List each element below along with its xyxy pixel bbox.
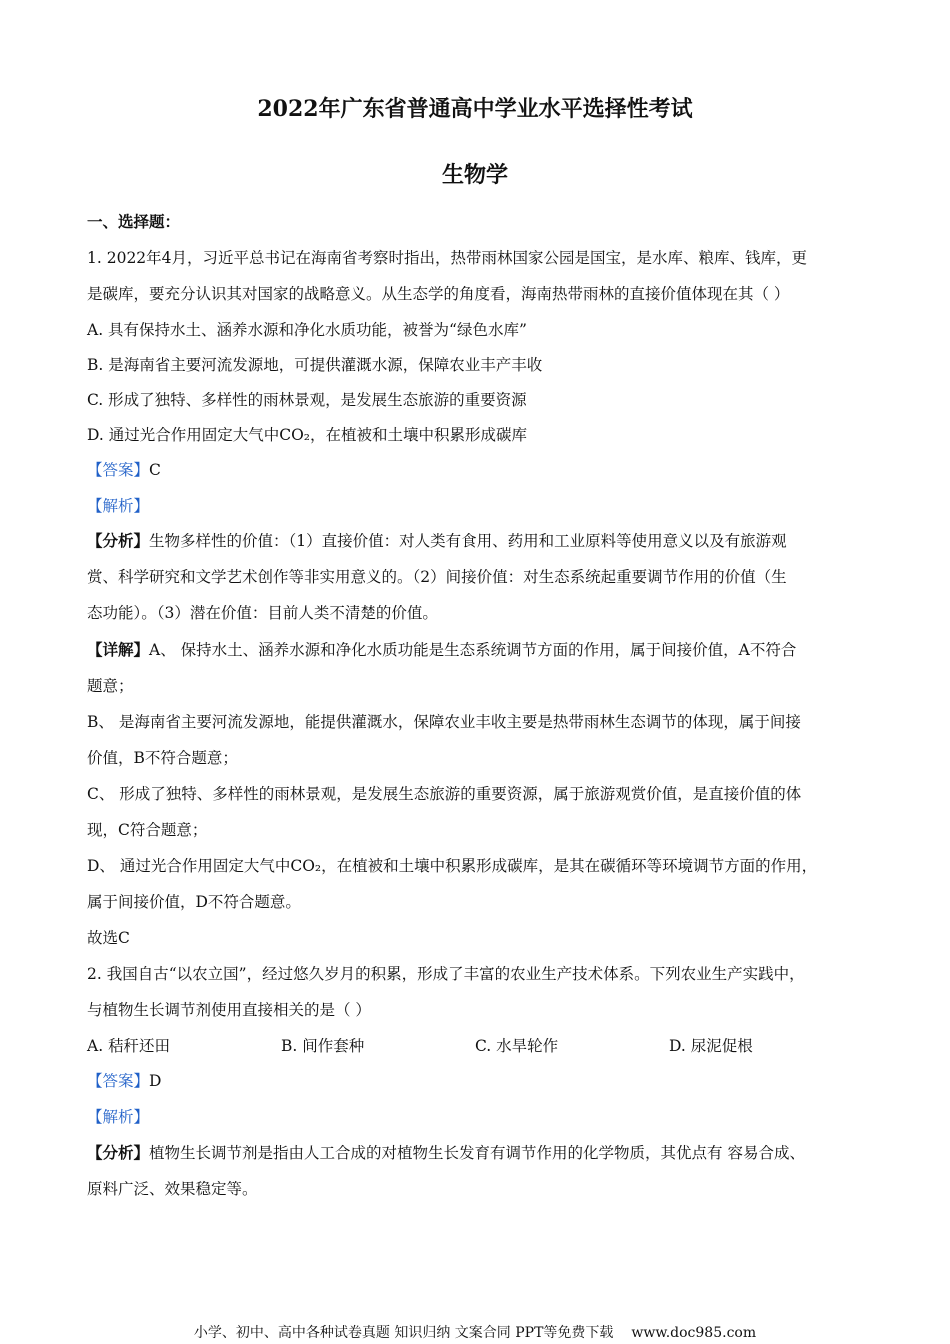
page-footer — [0, 1322, 950, 1342]
section-heading: 一、选择题： — [87, 212, 181, 231]
q2-answer-row — [87, 1071, 161, 1091]
footer-link[interactable]: www.doc985.com — [631, 1325, 757, 1341]
q2-option-a: A. 秸秆还田 — [87, 1037, 171, 1055]
exam-title: 2022年广东省普通高中学业水平选择性考试 — [257, 96, 693, 122]
q2-fenxi-line1 — [87, 1143, 805, 1163]
q1-xiangjie-d-line1: D、 通过光合作用固定大气中CO₂，在植被和土壤中积累形成碳库，是其在碳循环等环境调节方面的作用， — [87, 857, 818, 875]
q1-xiangjie-b-line2: 价值，B不符合题意； — [87, 749, 238, 767]
q1-xiangjie-d-line2: 属于间接价值，D不符合题意。 — [87, 893, 301, 911]
subject-title: 生物学 — [441, 162, 508, 188]
fenxi-tag: 【分析】 — [87, 531, 150, 550]
fenxi-tag: 【分析】 — [87, 1143, 150, 1162]
q1-xiangjie-c-line2: 现，C符合题意； — [87, 821, 208, 839]
q1-fenxi-line1 — [87, 531, 787, 551]
q2-stem-line1: 2. 我国自古“以农立国”，经过悠久岁月的积累，形成了丰富的农业生产技术体系。下列农业生产实践中， — [87, 965, 805, 983]
q1-answer-value: C — [149, 461, 161, 479]
q2-option-b: B. 间作套种 — [281, 1037, 365, 1055]
q1-fenxi-text: 生物多样性的价值：（1）直接价值：对人类有食用、药用和工业原料等使用意义以及有旅游观 — [149, 532, 787, 550]
q1-xiangjie-a-text: A、 保持水土、涵养水源和净化水质功能是生态系统调节方面的作用，属于间接价值，A不符合 — [149, 641, 797, 659]
q1-xiangjie-c-line1: C、 形成了独特、多样性的雨林景观，是发展生态旅游的重要资源，属于旅游观赏价值，是直接价值的体 — [87, 785, 802, 803]
q2-option-d: D. 尿泥促根 — [669, 1037, 753, 1055]
q1-analysis-tag: 【解析】 — [87, 497, 150, 515]
q1-xiangjie-a-line1 — [87, 640, 796, 660]
q2-option-c: C. 水旱轮作 — [475, 1037, 559, 1055]
q2-stem-line2: 与植物生长调节剂使用直接相关的是（ ） — [87, 1001, 371, 1019]
footer-text: 小学、初中、高中各种试卷真题 知识归纳 文案合同 PPT等免费下载 — [193, 1325, 614, 1341]
q1-conclusion: 故选C — [87, 929, 130, 947]
q1-xiangjie-b-line1: B、 是海南省主要河流发源地，能提供灌溉水，保障农业丰收主要是热带雨林生态调节的体现，属于间接 — [87, 713, 801, 731]
q2-fenxi-text: 植物生长调节剂是指由人工合成的对植物生长发育有调节作用的化学物质，其优点有 容易合成、 — [149, 1144, 805, 1162]
answer-tag: 【答案】 — [87, 1072, 150, 1090]
q2-answer-value: D — [149, 1072, 162, 1090]
q1-option-d: D. 通过光合作用固定大气中CO₂，在植被和土壤中积累形成碳库 — [87, 426, 528, 444]
q1-option-b: B. 是海南省主要河流发源地，可提供灌溉水源，保障农业丰产丰收 — [87, 356, 543, 374]
q2-analysis-tag: 【解析】 — [87, 1108, 150, 1126]
q1-xiangjie-a-line2: 题意； — [87, 677, 134, 695]
q1-fenxi-line3: 态功能）。（3）潜在价值：目前人类不清楚的价值。 — [87, 604, 438, 622]
xiangjie-tag: 【详解】 — [87, 640, 150, 659]
q1-stem-line2: 是碳库，要充分认识其对国家的战略意义。从生态学的角度看，海南热带雨林的直接价值体现在其（ ） — [87, 285, 790, 303]
q1-option-c: C. 形成了独特、多样性的雨林景观，是发展生态旅游的重要资源 — [87, 391, 527, 409]
q1-option-a: A. 具有保持水土、涵养水源和净化水质功能，被誉为“绿色水库” — [87, 321, 527, 339]
q2-fenxi-line2: 原料广泛、效果稳定等。 — [87, 1180, 258, 1198]
q1-answer-row — [87, 460, 161, 480]
q1-fenxi-line2: 赏、科学研究和文学艺术创作等非实用意义的。（2）间接价值：对生态系统起重要调节作用的价值（生 — [87, 568, 787, 586]
answer-tag: 【答案】 — [87, 461, 150, 479]
q1-stem-line1: 1. 2022年4月，习近平总书记在海南省考察时指出，热带雨林国家公园是国宝，是水库、粮库、钱库，更 — [87, 249, 808, 267]
